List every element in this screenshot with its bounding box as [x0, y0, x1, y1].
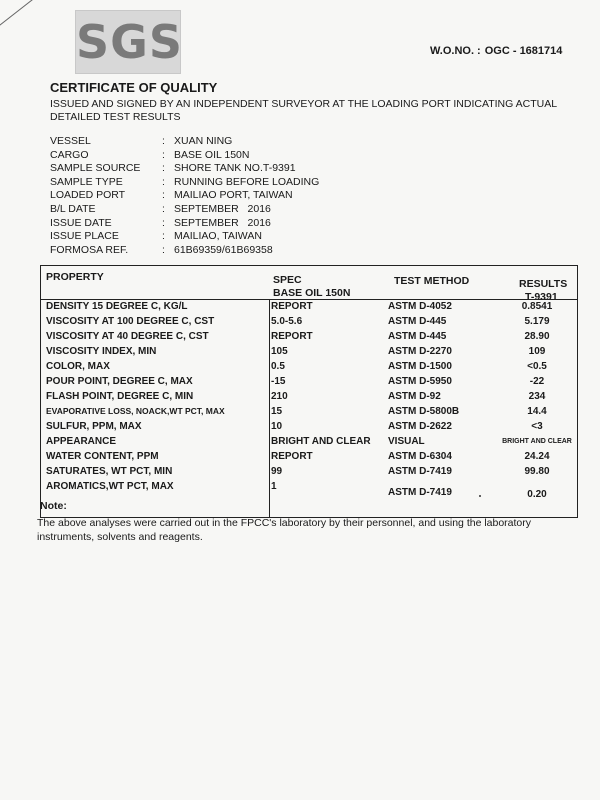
- info-value: BASE OIL 150N: [174, 148, 250, 161]
- header-results: RESULTS: [519, 278, 568, 290]
- header-test-method: TEST METHOD: [394, 275, 470, 287]
- info-value: XUAN NING: [174, 135, 233, 147]
- header-property: PROPERTY: [46, 271, 104, 283]
- method-cell: ASTM D-2270: [388, 346, 452, 357]
- note-heading: Note:: [40, 500, 67, 512]
- info-label: LOADED PORT: [50, 189, 126, 202]
- spec-cell: 1: [271, 481, 277, 492]
- info-label: B/L DATE: [50, 202, 96, 215]
- spec-cell: 210: [271, 391, 288, 402]
- info-label: ISSUE DATE: [50, 216, 112, 229]
- spec-cell: 0.5: [271, 361, 285, 372]
- method-cell: ASTM D-1500: [388, 361, 452, 372]
- table-row: [41, 481, 577, 500]
- property-cell: FLASH POINT, DEGREE C, MIN: [46, 391, 194, 402]
- property-cell: VISCOSITY AT 100 DEGREE C, CST: [46, 316, 215, 327]
- property-cell: SATURATES, WT PCT, MIN: [46, 466, 173, 477]
- result-cell: 24.24: [524, 451, 550, 462]
- property-cell: POUR POINT, DEGREE C, MAX: [46, 376, 193, 387]
- info-value: SHORE TANK NO.T-9391: [174, 162, 296, 175]
- sgs-logo: [75, 10, 184, 74]
- sgs-logo-text: SGS: [76, 15, 184, 69]
- table-row: [41, 466, 577, 480]
- header-spec-sub: BASE OIL 150N: [273, 287, 351, 299]
- property-cell: VISCOSITY INDEX, MIN: [46, 346, 157, 357]
- scan-corner-line: [0, 0, 67, 41]
- method-cell: ASTM D-5950: [388, 376, 452, 387]
- spec-cell: 10: [271, 421, 283, 432]
- info-label: FORMOSA REF.: [50, 243, 129, 256]
- info-value: RUNNING BEFORE LOADING: [174, 175, 320, 188]
- work-order-label: W.O.NO. :: [430, 45, 481, 57]
- result-cell: 0.8541: [521, 301, 553, 312]
- info-label: SAMPLE TYPE: [50, 175, 123, 188]
- method-cell: ASTM D-6304: [388, 451, 452, 462]
- table-row: [41, 421, 577, 435]
- scan-speck: [479, 495, 481, 497]
- result-cell: 28.90: [524, 331, 550, 342]
- spec-cell: -15: [271, 376, 286, 387]
- info-label: VESSEL: [50, 135, 91, 147]
- spec-cell: 105: [271, 346, 288, 357]
- property-cell: AROMATICS,WT PCT, MAX: [46, 481, 174, 492]
- info-value: 61B69359/61B69358: [174, 243, 273, 256]
- spec-cell: BRIGHT AND CLEAR: [271, 436, 371, 447]
- result-cell: 109: [528, 346, 546, 357]
- quality-results-table: [40, 265, 578, 518]
- table-row: [41, 331, 577, 345]
- result-cell: 0.20: [527, 489, 547, 500]
- spec-cell: REPORT: [271, 301, 313, 312]
- info-value: MAILIAO, TAIWAN: [174, 230, 262, 243]
- spec-cell: 5.0-5.6: [271, 316, 303, 327]
- table-row: [41, 391, 577, 405]
- method-cell: ASTM D-92: [388, 391, 441, 402]
- info-value: MAILIAO PORT, TAIWAN: [174, 189, 293, 202]
- result-cell: <0.5: [527, 361, 547, 372]
- table-row: [41, 436, 577, 450]
- result-cell: 234: [528, 391, 546, 402]
- info-value: SEPTEMBER 2016: [174, 202, 271, 215]
- method-cell: ASTM D-2622: [388, 421, 452, 432]
- method-cell: ASTM D-7419: [388, 487, 452, 498]
- note-text: The above analyses were carried out in the FPCC's laboratory by their personnel, and using the laboratory instruments, solvents and reagents.: [37, 517, 532, 543]
- header-results-sub: T-9391: [525, 291, 558, 303]
- method-cell: ASTM D-4052: [388, 301, 452, 312]
- method-cell: ASTM D-7419: [388, 466, 452, 477]
- result-cell: 99.80: [524, 466, 550, 477]
- spec-cell: REPORT: [271, 331, 313, 342]
- table-row: [41, 406, 577, 420]
- property-cell: COLOR, MAX: [46, 361, 110, 372]
- spec-cell: 99: [271, 466, 283, 477]
- table-row: [41, 301, 577, 315]
- info-label: SAMPLE SOURCE: [50, 162, 141, 175]
- spec-cell: 15: [271, 406, 283, 417]
- table-row: [41, 361, 577, 375]
- property-cell: EVAPORATIVE LOSS, NOACK,WT PCT, MAX: [46, 406, 225, 416]
- header-spec: SPEC: [273, 274, 302, 286]
- result-cell: BRIGHT AND CLEAR: [502, 438, 572, 445]
- spec-cell: REPORT: [271, 451, 313, 462]
- work-order-number: [430, 45, 566, 57]
- info-value: SEPTEMBER 2016: [174, 216, 271, 229]
- property-cell: SULFUR, PPM, MAX: [46, 421, 142, 432]
- method-cell: ASTM D-445: [388, 331, 447, 342]
- result-cell: <3: [531, 421, 543, 432]
- table-row: [41, 346, 577, 360]
- method-cell: ASTM D-5800B: [388, 406, 460, 417]
- property-cell: DENSITY 15 DEGREE C, KG/L: [46, 301, 188, 312]
- info-label: CARGO: [50, 148, 89, 161]
- table-row: [41, 316, 577, 330]
- table-row: [41, 376, 577, 390]
- property-cell: VISCOSITY AT 40 DEGREE C, CST: [46, 331, 209, 342]
- property-cell: WATER CONTENT, PPM: [46, 451, 159, 462]
- result-cell: -22: [529, 376, 545, 387]
- header-divider: [41, 299, 577, 300]
- table-row: [41, 451, 577, 465]
- result-cell: 5.179: [524, 316, 550, 327]
- certificate-subtitle: ISSUED AND SIGNED BY AN INDEPENDENT SURVEYOR AT THE LOADING PORT INDICATING ACTUAL DETAILED TEST RESULTS: [50, 98, 557, 123]
- property-cell: APPEARANCE: [46, 436, 117, 447]
- certificate-title: CERTIFICATE OF QUALITY: [50, 80, 218, 95]
- method-cell: ASTM D-445: [388, 316, 447, 327]
- result-cell: 14.4: [527, 406, 547, 417]
- method-cell: VISUAL: [388, 436, 425, 447]
- work-order-value: OGC - 1681714: [484, 45, 563, 57]
- info-label: ISSUE PLACE: [50, 230, 119, 243]
